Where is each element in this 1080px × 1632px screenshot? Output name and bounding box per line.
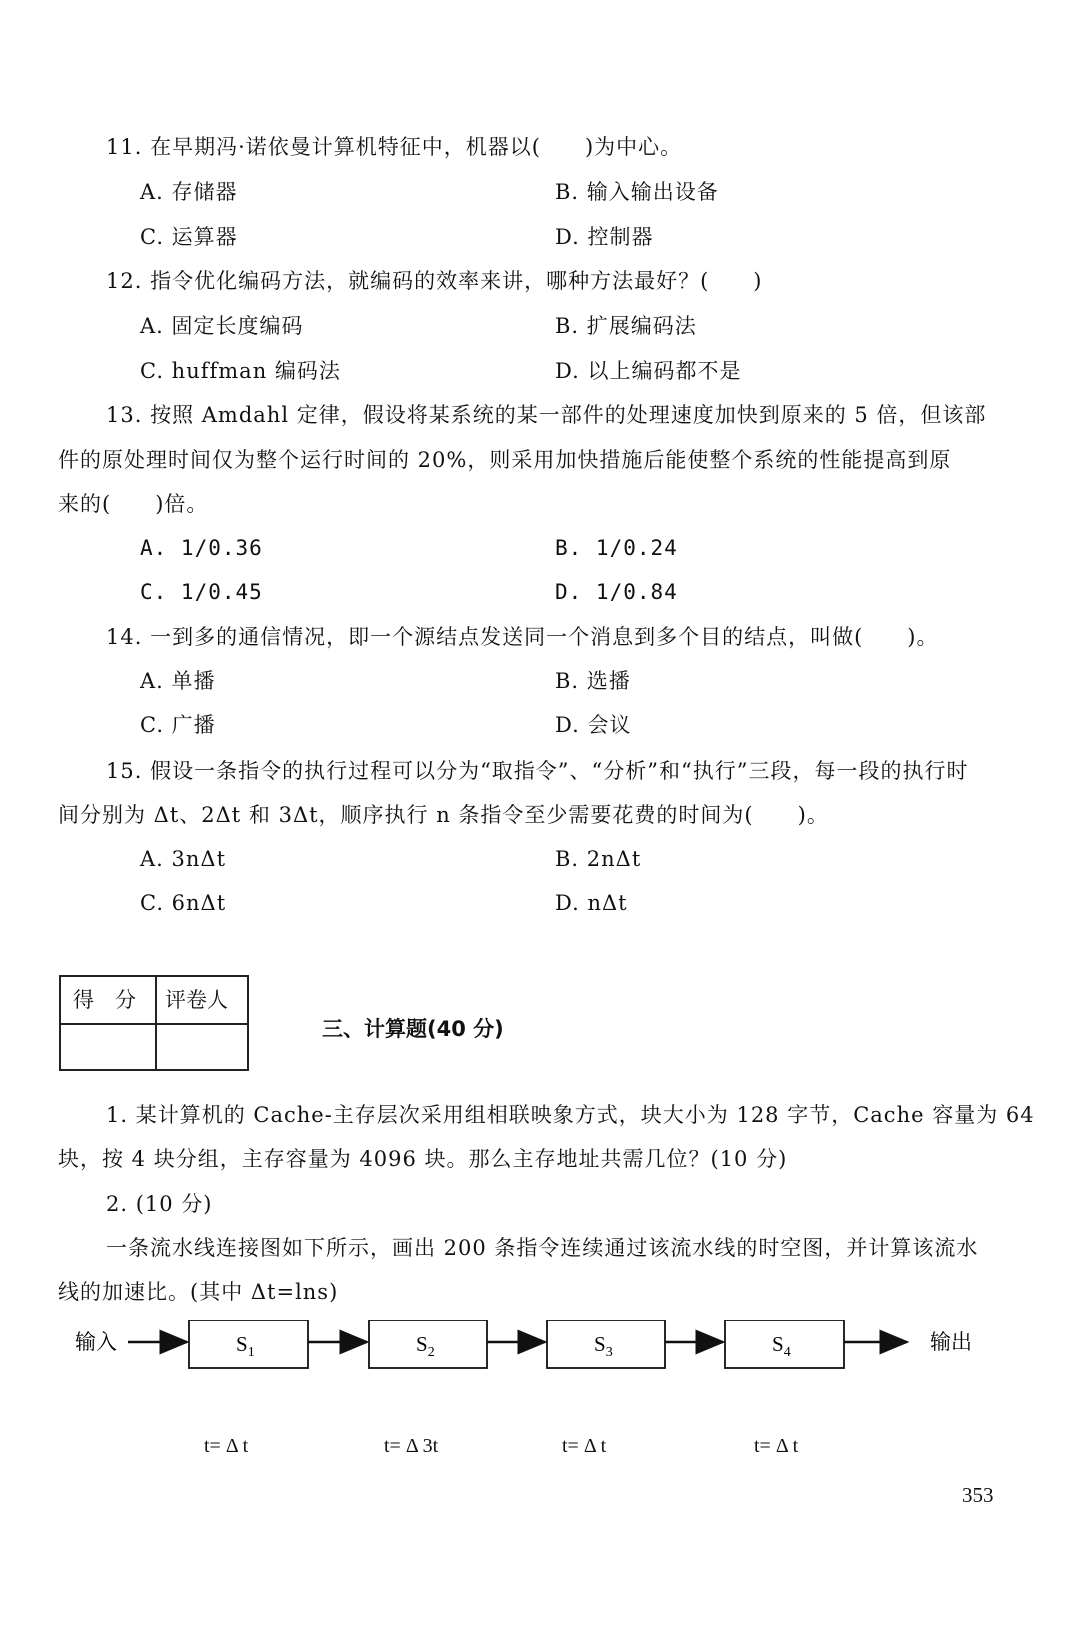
calc-q2-head: 2. (10 分) — [106, 1192, 213, 1216]
q11-option-c: C. 运算器 — [140, 225, 238, 249]
q14-option-d: D. 会议 — [555, 713, 632, 737]
stage-s4-time: t= Δ t — [754, 1435, 799, 1457]
section-title: 三、计算题(40 分) — [322, 1017, 504, 1041]
q15-option-d: D. nΔt — [555, 891, 628, 915]
stage-s3-label: $S_3$ — [594, 1332, 613, 1360]
question-13-stem-line-1: 13. 按照 Amdahl 定律，假设将某系统的某一部件的处理速度加快到原来的 5 倍，但该部 — [106, 403, 987, 427]
stage-s2-box — [369, 1320, 487, 1368]
stage-s4-box — [725, 1320, 844, 1368]
q11-option-d: D. 控制器 — [555, 225, 654, 249]
stage-s1-box — [189, 1320, 308, 1368]
stage-s1-time: t= Δ t — [204, 1435, 249, 1457]
q13-option-c: C. 1/0.45 — [140, 580, 263, 604]
q15-option-a: A. 3nΔt — [140, 847, 227, 871]
score-header: 得 分 — [73, 988, 136, 1012]
grader-header: 评卷人 — [165, 988, 228, 1012]
q12-option-d: D. 以上编码都不是 — [555, 359, 742, 383]
question-15-stem-line-2: 间分别为 Δt、2Δt 和 3Δt，顺序执行 n 条指令至少需要花费的时间为( )。 — [58, 803, 829, 827]
q15-option-c: C. 6nΔt — [140, 891, 227, 915]
pipeline-diagram — [0, 1320, 1080, 1460]
q12-option-a: A. 固定长度编码 — [140, 314, 304, 338]
calc-q2-line-1: 一条流水线连接图如下所示，画出 200 条指令连续通过该流水线的时空图，并计算该流水 — [106, 1236, 979, 1260]
stage-s3-time: t= Δ t — [562, 1435, 607, 1457]
pipeline-output-label: 输出 — [930, 1330, 972, 1354]
stage-s4-label: $S_4$ — [772, 1332, 791, 1360]
stage-s1-label: $S_1$ — [236, 1332, 255, 1360]
q15-option-b: B. 2nΔt — [555, 847, 642, 871]
q14-option-b: B. 选播 — [555, 669, 631, 693]
q13-option-d: D. 1/0.84 — [555, 580, 678, 604]
q12-option-b: B. 扩展编码法 — [555, 314, 697, 338]
score-table-row-divider — [61, 1023, 247, 1025]
pipeline-input-label: 输入 — [75, 1330, 117, 1354]
score-table — [59, 975, 249, 1071]
question-11-stem: 11. 在早期冯·诺依曼计算机特征中，机器以( )为中心。 — [106, 135, 683, 159]
q11-option-b: B. 输入输出设备 — [555, 180, 719, 204]
page-number: 353 — [962, 1483, 994, 1507]
q13-option-a: A. 1/0.36 — [140, 536, 263, 560]
question-13-stem-line-3: 来的( )倍。 — [58, 492, 209, 516]
calc-q1-line-2: 块，按 4 块分组，主存容量为 4096 块。那么主存地址共需几位？(10 分) — [58, 1147, 788, 1171]
question-13-stem-line-2: 件的原处理时间仅为整个运行时间的 20%，则采用加快措施后能使整个系统的性能提高到原 — [58, 448, 952, 472]
calc-q2-line-2: 线的加速比。(其中 Δt=lns) — [58, 1280, 339, 1304]
q14-option-c: C. 广播 — [140, 713, 216, 737]
stage-s2-time: t= Δ 3t — [384, 1435, 439, 1457]
calc-q1-line-1: 1. 某计算机的 Cache-主存层次采用组相联映象方式，块大小为 128 字节，Cache 容量为 64 — [106, 1103, 1035, 1127]
q11-option-a: A. 存储器 — [140, 180, 238, 204]
q12-option-c: C. huffman 编码法 — [140, 359, 341, 383]
q14-option-a: A. 单播 — [140, 669, 216, 693]
question-12-stem: 12. 指令优化编码方法，就编码的效率来讲，哪种方法最好？( ) — [106, 269, 763, 293]
stage-s3-box — [547, 1320, 665, 1368]
q13-option-b: B. 1/0.24 — [555, 536, 678, 560]
question-14-stem: 14. 一到多的通信情况，即一个源结点发送同一个消息到多个目的结点，叫做( )。 — [106, 625, 939, 649]
stage-s2-label: $S_2$ — [416, 1332, 435, 1360]
question-15-stem-line-1: 15. 假设一条指令的执行过程可以分为“取指令”、“分析”和“执行”三段，每一段的执行时 — [106, 759, 969, 783]
